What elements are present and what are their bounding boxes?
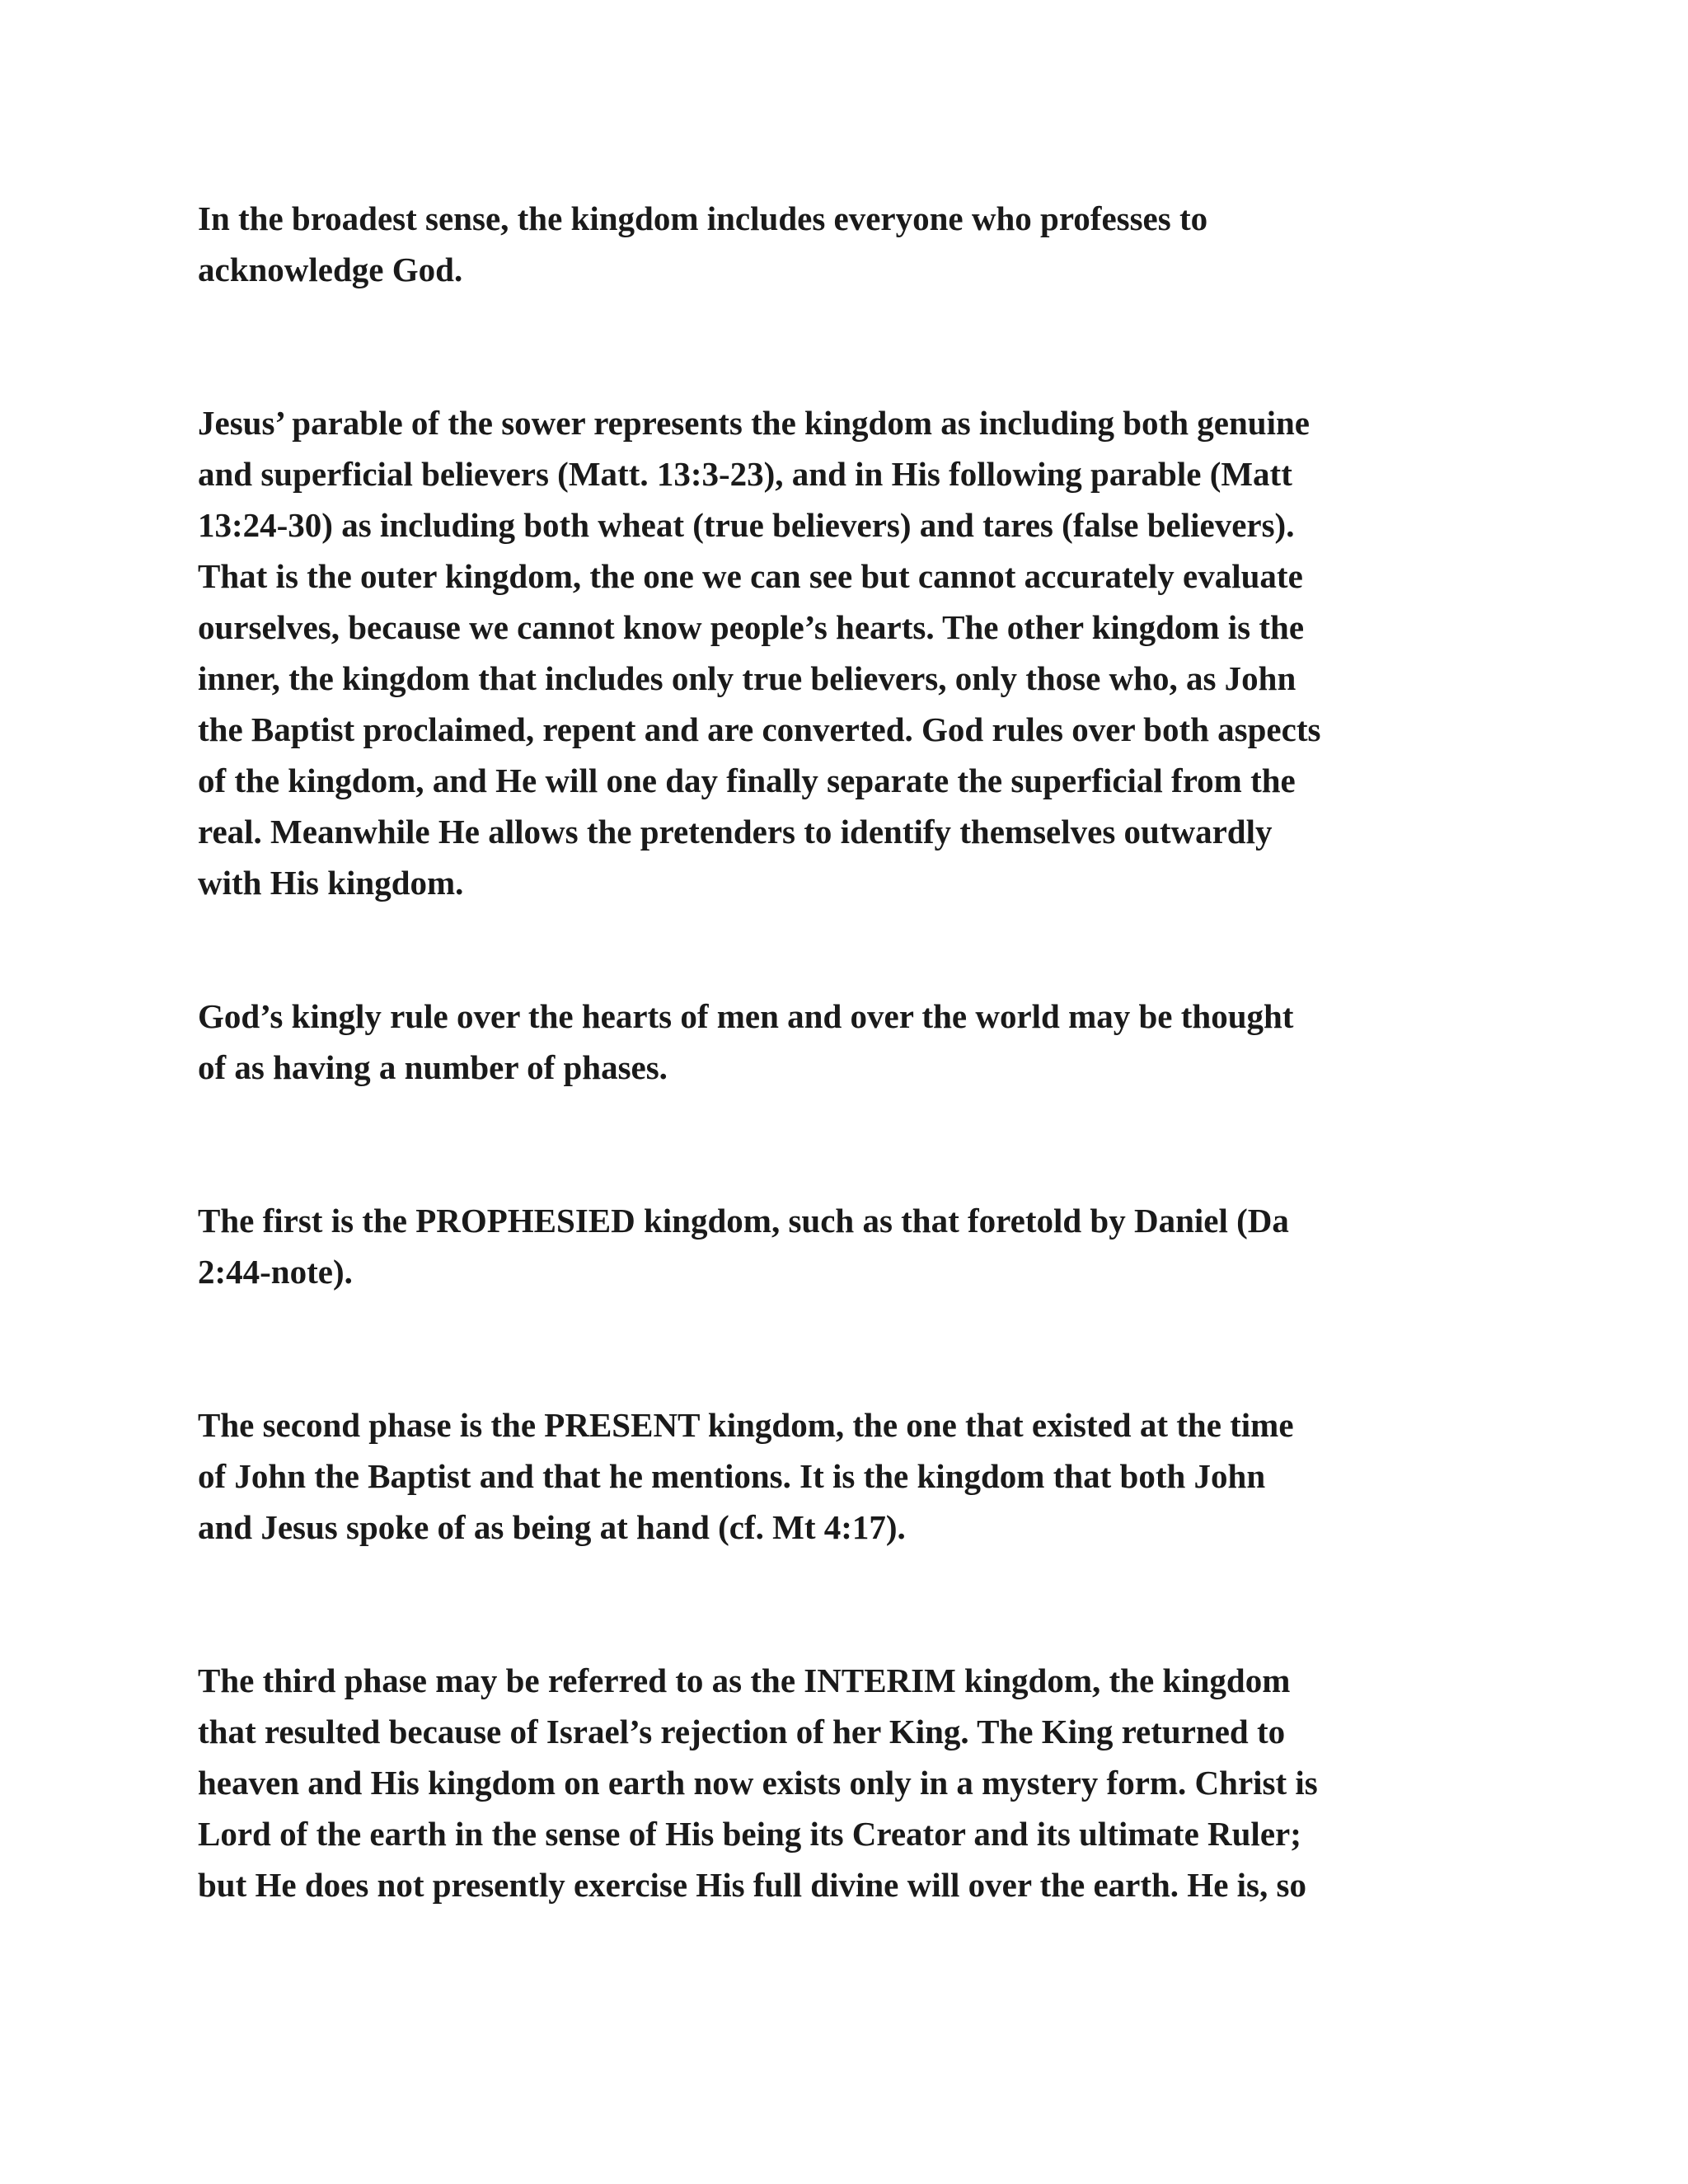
- text-line: God’s kingly rule over the hearts of men and over the world may be thought: [198, 997, 1294, 1035]
- paragraph-parable-of-sower: [198, 397, 1500, 908]
- text-line: inner, the kingdom that includes only true believers, only those who, as John: [198, 659, 1296, 697]
- text-line: real. Meanwhile He allows the pretenders to identify themselves outwardly: [198, 813, 1273, 851]
- paragraph-kingly-rule-phases: [198, 991, 1500, 1093]
- text-line: and Jesus spoke of as being at hand (cf. Mt 4:17).: [198, 1508, 906, 1546]
- text-line: The second phase is the PRESENT kingdom, the one that existed at the time: [198, 1406, 1294, 1444]
- text-line: but He does not presently exercise His full divine will over the earth. He is, so: [198, 1866, 1306, 1904]
- text-line: The first is the PROPHESIED kingdom, such as that foretold by Daniel (Da: [198, 1202, 1289, 1240]
- text-line: Lord of the earth in the sense of His being its Creator and its ultimate Ruler;: [198, 1815, 1301, 1853]
- paragraph-prophesied-kingdom: [198, 1195, 1500, 1297]
- text-line: In the broadest sense, the kingdom includes everyone who professes to: [198, 199, 1208, 237]
- text-line: acknowledge God.: [198, 251, 463, 288]
- text-line: That is the outer kingdom, the one we can see but cannot accurately evaluate: [198, 557, 1303, 595]
- text-line: with His kingdom.: [198, 864, 464, 902]
- text-line: that resulted because of Israel’s rejection of her King. The King returned to: [198, 1713, 1286, 1750]
- text-line: and superficial believers (Matt. 13:3-23), and in His following parable (Matt: [198, 455, 1292, 493]
- paragraph-broadest-sense: [198, 193, 1500, 295]
- text-line: the Baptist proclaimed, repent and are converted. God rules over both aspects: [198, 710, 1321, 748]
- text-line: of the kingdom, and He will one day finally separate the superficial from the: [198, 762, 1296, 799]
- text-line: 2:44-note).: [198, 1253, 353, 1291]
- paragraph-interim-kingdom: [198, 1655, 1500, 1910]
- text-line: The third phase may be referred to as the INTERIM kingdom, the kingdom: [198, 1661, 1291, 1699]
- text-line: heaven and His kingdom on earth now exists only in a mystery form. Christ is: [198, 1764, 1318, 1802]
- text-line: of John the Baptist and that he mentions. It is the kingdom that both John: [198, 1457, 1266, 1495]
- text-line: ourselves, because we cannot know people’s hearts. The other kingdom is the: [198, 608, 1305, 646]
- text-line: of as having a number of phases.: [198, 1048, 668, 1086]
- paragraph-present-kingdom: [198, 1399, 1500, 1553]
- text-line: 13:24-30) as including both wheat (true believers) and tares (false believers).: [198, 506, 1295, 544]
- text-line: Jesus’ parable of the sower represents the kingdom as including both genuine: [198, 404, 1310, 442]
